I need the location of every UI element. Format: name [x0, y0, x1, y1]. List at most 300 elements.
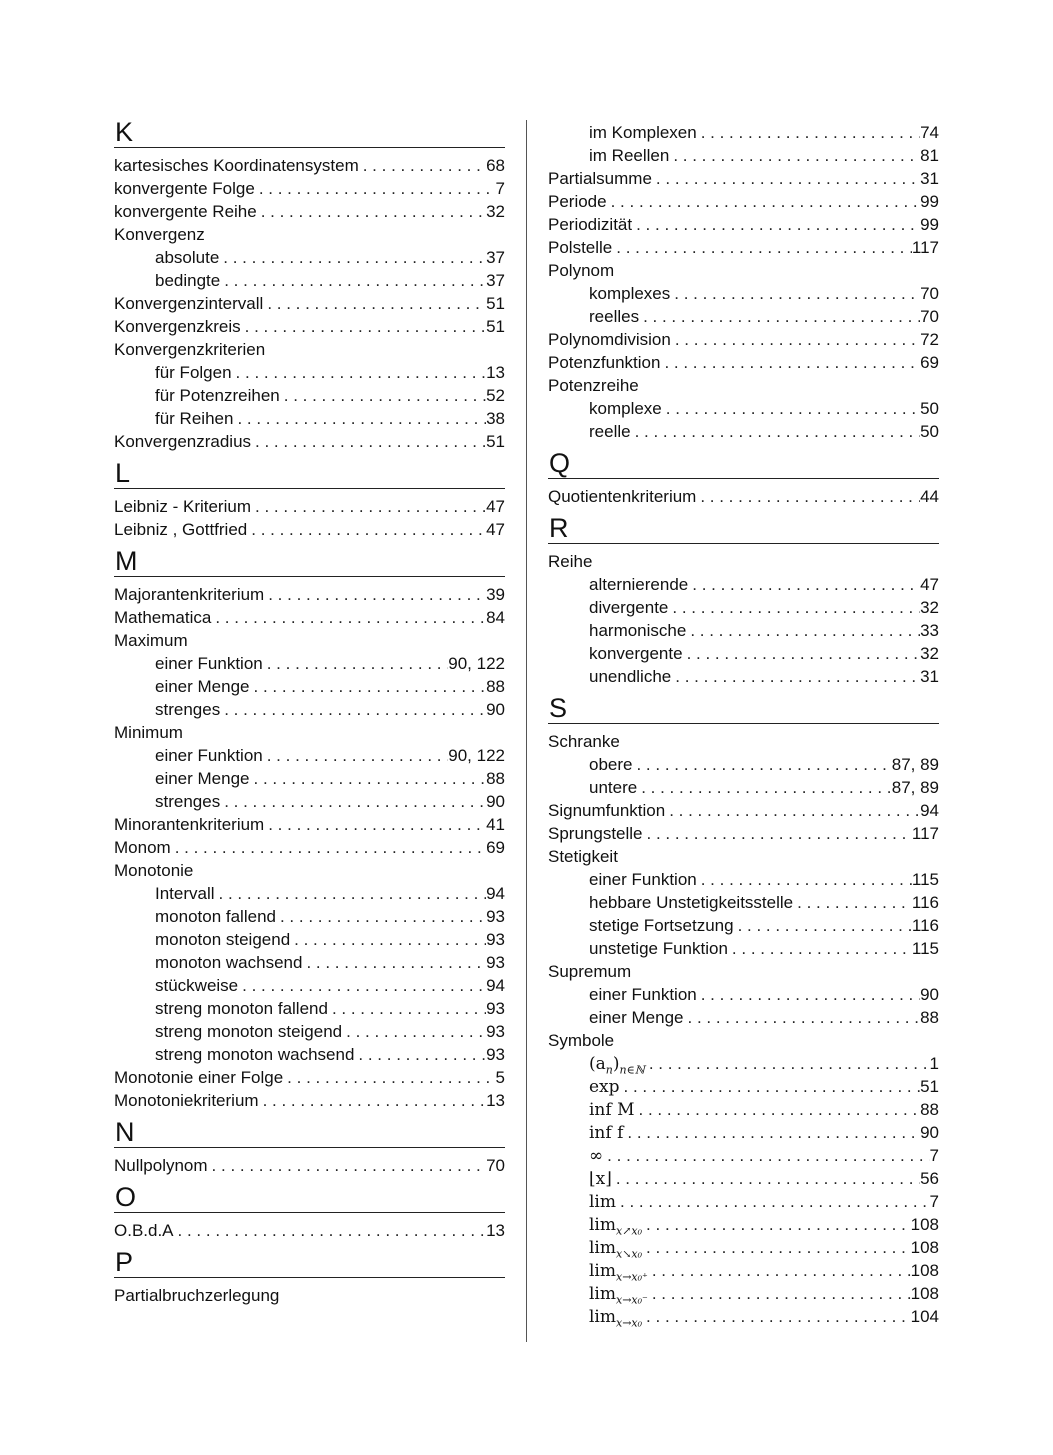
entry-page: 88 [486, 677, 505, 696]
dot-leader [637, 776, 892, 799]
entry-page: 104 [910, 1307, 939, 1326]
index-subentry [548, 776, 939, 799]
dot-leader [233, 407, 486, 430]
entry-term: streng monoton fallend [155, 999, 328, 1018]
entry-term: Stetigkeit [548, 847, 618, 866]
index-subentry [114, 1043, 505, 1066]
index-entry [114, 338, 505, 361]
index-subentry [114, 790, 505, 813]
symbol-main: exp [589, 1077, 620, 1097]
symbol-main: ∞ [589, 1146, 604, 1166]
entry-page: 69 [920, 353, 939, 372]
index-column-left [114, 112, 505, 1307]
index-entry [548, 822, 939, 845]
entry-page: 117 [911, 238, 939, 257]
dot-leader [632, 753, 891, 776]
entry-page: 32 [486, 202, 505, 221]
index-subentry [548, 144, 939, 167]
entry-term: konvergente Reihe [114, 202, 257, 221]
index-entry [114, 813, 505, 836]
index-subentry [114, 974, 505, 997]
dot-leader [669, 144, 920, 167]
index-subentry [114, 269, 505, 292]
entry-term: Partialsumme [548, 169, 652, 188]
index-entry [114, 606, 505, 629]
entry-term: untere [589, 778, 638, 797]
entry-page: 47 [486, 497, 505, 516]
dot-leader [263, 744, 449, 767]
entry-term: für Folgen [155, 363, 232, 382]
entry-page: 13 [486, 1221, 505, 1240]
index-entry [114, 629, 505, 652]
dot-leader [612, 1167, 920, 1190]
entry-page: 70 [486, 1156, 505, 1175]
entry-page: 7 [929, 1192, 939, 1211]
index-subentry [114, 407, 505, 430]
dot-leader [639, 305, 920, 328]
dot-leader [603, 1144, 929, 1167]
index-subentry [548, 937, 939, 960]
dot-leader [219, 246, 486, 269]
index-section-p [114, 1284, 505, 1307]
index-subentry [548, 1006, 939, 1029]
dot-leader [342, 1020, 486, 1043]
dot-leader [631, 420, 920, 443]
entry-term: Konvergenz [114, 225, 205, 244]
entry-page: 74 [920, 123, 939, 142]
dot-leader [607, 190, 920, 213]
entry-page: 5 [495, 1068, 505, 1087]
index-entry [114, 154, 505, 177]
dot-leader [290, 928, 486, 951]
index-subentry [548, 914, 939, 937]
index-section-n [114, 1154, 505, 1177]
dot-leader [697, 983, 920, 1006]
dot-leader [220, 269, 486, 292]
entry-page: 50 [920, 422, 939, 441]
entry-term: Konvergenzkreis [114, 317, 241, 336]
symbol-main: lim [589, 1238, 616, 1258]
entry-page: 68 [486, 156, 505, 175]
entry-term: alternierende [589, 575, 689, 594]
symbol-term [589, 1122, 623, 1145]
entry-term: konvergente [589, 644, 683, 663]
index-symbol-entry [548, 1236, 939, 1259]
entry-page: 115 [911, 939, 939, 958]
column-divider [526, 120, 527, 1342]
entry-term: einer Funktion [155, 654, 263, 673]
entry-term: obere [589, 755, 633, 774]
index-entry [114, 836, 505, 859]
index-entry [548, 799, 939, 822]
entry-page: 31 [920, 169, 939, 188]
index-symbol-entry [548, 1167, 939, 1190]
dot-leader [250, 675, 487, 698]
entry-page: 33 [920, 621, 939, 640]
dot-leader [620, 1075, 921, 1098]
entry-page: 116 [911, 893, 939, 912]
dot-leader [697, 121, 920, 144]
dot-leader [251, 495, 486, 518]
dot-leader [257, 200, 486, 223]
entry-term: einer Menge [155, 677, 250, 696]
entry-page: 69 [486, 838, 505, 857]
entry-page: 93 [486, 999, 505, 1018]
entry-page: 1 [929, 1054, 939, 1073]
index-section-p-continued [548, 121, 939, 443]
entry-page: 93 [486, 1045, 505, 1064]
dot-leader [665, 799, 920, 822]
dot-leader [660, 351, 920, 374]
entry-term: komplexes [589, 284, 671, 303]
entry-page: 94 [920, 801, 939, 820]
symbol-main: lim [589, 1192, 616, 1212]
entry-page: 32 [920, 644, 939, 663]
entry-term: im Komplexen [589, 123, 697, 142]
dot-leader [264, 583, 486, 606]
entry-term: absolute [155, 248, 220, 267]
entry-page: 99 [920, 215, 939, 234]
dot-leader [280, 384, 486, 407]
entry-term: harmonische [589, 621, 687, 640]
index-entry [114, 583, 505, 606]
entry-page: 37 [486, 248, 505, 267]
dot-leader [612, 236, 912, 259]
symbol-main: lim [589, 1261, 616, 1281]
entry-term: einer Funktion [155, 746, 263, 765]
entry-term: einer Menge [155, 769, 250, 788]
entry-page: 108 [910, 1284, 939, 1303]
entry-term: Quotientenkriterium [548, 487, 697, 506]
dot-leader [232, 361, 487, 384]
index-entry [548, 845, 939, 868]
dot-leader [208, 1154, 487, 1177]
entry-term: Nullpolynom [114, 1156, 208, 1175]
entry-term: strenges [155, 792, 221, 811]
index-entry [548, 374, 939, 397]
entry-page: 108 [910, 1261, 939, 1280]
entry-page: 38 [486, 409, 505, 428]
index-entry [114, 200, 505, 223]
entry-term: Monotonie [114, 861, 194, 880]
index-section-s [548, 730, 939, 1052]
entry-term: Potenzreihe [548, 376, 639, 395]
symbol-term [589, 1168, 612, 1191]
symbol-term [589, 1306, 642, 1334]
entry-page: 94 [486, 884, 505, 903]
dot-leader [302, 951, 486, 974]
dot-leader [283, 1066, 495, 1089]
dot-leader [728, 937, 912, 960]
entry-term: Schranke [548, 732, 620, 751]
dot-leader [793, 891, 912, 914]
section-letter-s: S [548, 693, 939, 724]
entry-term: Polynomdivision [548, 330, 671, 349]
entry-term: Polstelle [548, 238, 613, 257]
index-symbol-entry [548, 1121, 939, 1144]
entry-term: Supremum [548, 962, 632, 981]
entry-page: 51 [486, 317, 505, 336]
dot-leader [670, 282, 920, 305]
section-letter-o: O [114, 1182, 505, 1213]
index-subentry [114, 361, 505, 384]
entry-term: Konvergenzradius [114, 432, 252, 451]
index-entry [114, 1284, 505, 1307]
index-entry [548, 213, 939, 236]
entry-page: 93 [486, 930, 505, 949]
entry-page: 93 [486, 907, 505, 926]
index-entry [114, 859, 505, 882]
index-section-k [114, 154, 505, 453]
symbol-term [589, 1191, 616, 1214]
entry-page: 90 [920, 985, 939, 1004]
index-entry [114, 721, 505, 744]
index-section-q [548, 485, 939, 508]
entry-term: Signumfunktion [548, 801, 666, 820]
dot-leader [648, 1282, 911, 1305]
entry-page: 39 [486, 585, 505, 604]
entry-term: bedingte [155, 271, 221, 290]
dot-leader [632, 213, 920, 236]
dot-leader [263, 292, 486, 315]
entry-term: reelles [589, 307, 640, 326]
index-entry [114, 1154, 505, 1177]
entry-term: unendliche [589, 667, 672, 686]
entry-term: Minorantenkriterium [114, 815, 265, 834]
dot-leader [263, 652, 449, 675]
entry-page: 117 [911, 824, 939, 843]
dot-leader [662, 397, 920, 420]
dot-leader [686, 619, 920, 642]
dot-leader [241, 315, 486, 338]
entry-term: O.B.d.A [114, 1221, 174, 1240]
dot-leader [250, 767, 487, 790]
entry-term: Partialbruchzerlegung [114, 1286, 280, 1305]
entry-page: 51 [486, 294, 505, 313]
index-column-right [548, 121, 939, 1328]
entry-term: Majorantenkriterium [114, 585, 265, 604]
entry-page: 94 [486, 976, 505, 995]
index-symbol-entry [548, 1052, 939, 1075]
entry-term: stückweise [155, 976, 239, 995]
entry-page: 87, 89 [891, 755, 939, 774]
entry-term: unstetige Funktion [589, 939, 728, 958]
dot-leader [642, 1305, 911, 1328]
dot-leader [684, 1006, 921, 1029]
dot-leader [688, 573, 920, 596]
index-subentry [114, 744, 505, 767]
index-subentry [114, 1020, 505, 1043]
index-entry [114, 292, 505, 315]
dot-leader [255, 177, 496, 200]
index-section-l [114, 495, 505, 541]
index-subentry [548, 282, 939, 305]
entry-page: 70 [920, 284, 939, 303]
symbol-subscript: x↗x₀ [616, 1224, 643, 1238]
symbol-tail: ) [612, 1054, 620, 1074]
entry-page: 93 [486, 953, 505, 972]
dot-leader [259, 1089, 487, 1112]
entry-page: 81 [920, 146, 939, 165]
symbol-main: lim [589, 1307, 616, 1327]
entry-page: 70 [920, 307, 939, 326]
section-letter-p: P [114, 1247, 505, 1278]
index-entry [548, 259, 939, 282]
entry-page: 47 [486, 520, 505, 539]
symbol-main: lim [589, 1284, 616, 1304]
index-entry [548, 328, 939, 351]
entry-term: Monotonie einer Folge [114, 1068, 284, 1087]
entry-term: Periode [548, 192, 607, 211]
entry-page: 99 [920, 192, 939, 211]
entry-page: 88 [920, 1008, 939, 1027]
index-subentry [548, 397, 939, 420]
entry-term: Symbole [548, 1031, 615, 1050]
entry-page: 84 [486, 608, 505, 627]
entry-term: Leibniz , Gottfried [114, 520, 248, 539]
section-letter-r: R [548, 513, 939, 544]
dot-leader [220, 698, 486, 721]
entry-page: 72 [920, 330, 939, 349]
dot-leader [623, 1121, 920, 1144]
dot-leader [276, 905, 486, 928]
dot-leader [696, 485, 920, 508]
index-subentry [114, 882, 505, 905]
entry-page: 56 [920, 1169, 939, 1188]
index-symbol-entry [548, 1213, 939, 1236]
index-entry [548, 167, 939, 190]
entry-page: 88 [920, 1100, 939, 1119]
entry-term: hebbare Unstetigkeitsstelle [589, 893, 794, 912]
dot-leader [697, 868, 912, 891]
dot-leader [642, 1213, 911, 1236]
entry-page: 116 [911, 916, 939, 935]
dot-leader [171, 836, 486, 859]
dot-leader [616, 1190, 930, 1213]
entry-page: 44 [920, 487, 939, 506]
entry-page: 87, 89 [891, 778, 939, 797]
symbol-main: inf M [589, 1100, 635, 1120]
index-subentry [114, 698, 505, 721]
dot-leader [328, 997, 486, 1020]
dot-leader [211, 606, 486, 629]
entry-term: monoton wachsend [155, 953, 303, 972]
entry-term: strenges [155, 700, 221, 719]
index-entry [114, 315, 505, 338]
index-entry [114, 1219, 505, 1242]
symbol-main: inf f [589, 1123, 624, 1143]
entry-term: Konvergenzkriterien [114, 340, 266, 359]
index-subentry [548, 596, 939, 619]
entry-term: Leibniz - Kriterium [114, 497, 251, 516]
dot-leader [247, 518, 486, 541]
symbol-term [589, 1076, 620, 1099]
entry-term: einer Menge [589, 1008, 684, 1027]
index-symbol-entry [548, 1144, 939, 1167]
entry-page: 52 [486, 386, 505, 405]
index-subentry [548, 619, 939, 642]
section-letter-q: Q [548, 448, 939, 479]
dot-leader [642, 1236, 911, 1259]
entry-page: 90 [920, 1123, 939, 1142]
index-subentry [548, 891, 939, 914]
dot-leader [359, 154, 486, 177]
index-symbol-entry [548, 1190, 939, 1213]
index-entry [548, 730, 939, 753]
index-subentry [114, 905, 505, 928]
entry-page: 108 [910, 1238, 939, 1257]
entry-page: 115 [911, 870, 939, 889]
entry-term: Periodizität [548, 215, 633, 234]
dot-leader [215, 882, 487, 905]
entry-term: monoton fallend [155, 907, 276, 926]
entry-page: 13 [486, 363, 505, 382]
entry-term: stetige Fortsetzung [589, 916, 734, 935]
index-entry [114, 430, 505, 453]
dot-leader [671, 665, 920, 688]
symbol-subscript-2: n∈ℕ [619, 1063, 645, 1077]
entry-page: 50 [920, 399, 939, 418]
symbol-main: ⌊x⌋ [589, 1169, 612, 1189]
index-entry [548, 960, 939, 983]
entry-page: 90 [486, 792, 505, 811]
dot-leader [264, 813, 486, 836]
index-subentry [548, 121, 939, 144]
entry-term: im Reellen [589, 146, 670, 165]
section-letter-n: N [114, 1117, 505, 1148]
symbol-subscript: n [605, 1063, 613, 1077]
entry-term: Monotoniekriterium [114, 1091, 259, 1110]
index-subentry [548, 868, 939, 891]
index-subentry [114, 652, 505, 675]
entry-term: streng monoton steigend [155, 1022, 343, 1041]
entry-term: konvergente Folge [114, 179, 255, 198]
entry-page: 32 [920, 598, 939, 617]
entry-term: Minimum [114, 723, 183, 742]
symbol-subscript: x→x₀ [616, 1316, 643, 1330]
entry-page: 7 [495, 179, 505, 198]
index-symbol-entry [548, 1259, 939, 1282]
index-subentry [548, 420, 939, 443]
entry-term: einer Funktion [589, 985, 697, 1004]
entry-page: 51 [486, 432, 505, 451]
entry-term: reelle [589, 422, 631, 441]
dot-leader [251, 430, 486, 453]
entry-term: kartesisches Koordinatensystem [114, 156, 359, 175]
index-section-r [548, 550, 939, 688]
symbol-term [589, 1145, 603, 1168]
index-symbol-entry [548, 1305, 939, 1328]
index-entry [114, 1089, 505, 1112]
symbol-term [589, 1099, 635, 1122]
symbol-main: (a [589, 1054, 606, 1074]
entry-page: 93 [486, 1022, 505, 1041]
entry-page: 90 [486, 700, 505, 719]
index-subentry [114, 997, 505, 1020]
index-subentry [114, 246, 505, 269]
dot-leader [683, 642, 921, 665]
section-letter-l: L [114, 458, 505, 489]
entry-term: Mathematica [114, 608, 212, 627]
entry-term: Intervall [155, 884, 215, 903]
index-subentry [548, 573, 939, 596]
index-section-m [114, 583, 505, 1112]
dot-leader [734, 914, 912, 937]
index-entry [548, 550, 939, 573]
entry-term: divergente [589, 598, 669, 617]
dot-leader [220, 790, 486, 813]
symbol-subscript: x→x₀⁺ [616, 1270, 648, 1284]
